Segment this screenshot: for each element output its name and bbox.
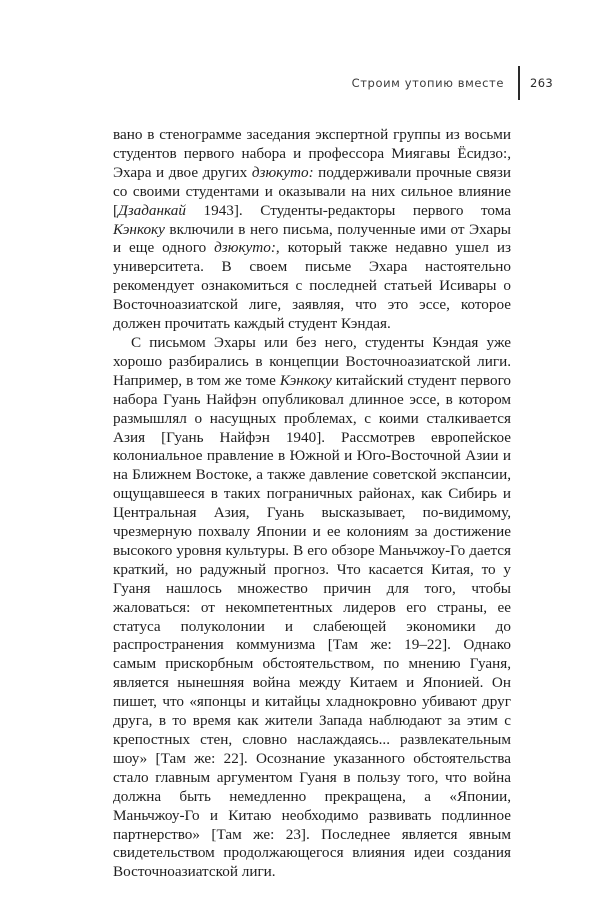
text-segment: 1943]. Студенты-редакторы первого тома (185, 201, 511, 219)
paragraph-1 (113, 126, 511, 334)
text-segment: китайский студент первого набора Гуань Найфэн опубликовал длинное эссе, в котором размышлял о насущных проблемах, с коими сталкивается Азия [Гуань Найфэн 1940]. Рассмотрев европейское колониальное правление в Южной и Юго-Восточной Азии и на Ближнем Востоке, а также давление советской экспансии, ощущавшееся в таких пограничных районах, как Сибирь и Центральная Азия, Гуань высказывает, по-видимому, чрезмерную похвалу Японии и ее колониям за достижение высокого уровня культуры. В его обзоре Маньчжоу-Го дается краткий, но радужный прогноз. Что касается Китая, то у Гуаня нашлось множество причин для того, чтобы жаловаться: от некомпетентных лидеров его страны, ее статуса полуколонии и слабеющей экономики до распространения коммунизма [Там же: 19–22]. Однако самым прискорбным обстоятельством, по мнению Гуаня, является нынешняя война между Китаем и Японией. Он пишет, что «японцы и китайцы хладнокровно убивают друг друга, в то время как жители Запада наблюдают за этим с крепостных стен, словно наслаждаясь... развлекательным шоу» [Там же: 22]. Осознание указанного обстоятельства стало главным аргументом Гуаня в пользу того, что война должна быть немедленно прекращена, а «Японии, Маньчжоу-Го и Китаю необходимо развивать подлинное партнерство» [Там же: 23]. Последнее является явным свидетельством продолжающегося влияния идеи создания Восточноазиатской лиги. (113, 371, 512, 881)
italic-citation: Дзаданкай (118, 201, 186, 219)
text-segment: вано в стенограмме заседания экспертной группы из восьми студентов первого набора и профессора Миягавы Ёсидзо:, Эхара и двое других (113, 126, 511, 181)
italic-term: дзюкуто: (251, 163, 314, 181)
italic-term: дзюкуто: (214, 239, 276, 257)
text-segment: включили в него письма, полученные ими от Эхары и еще одного (113, 220, 511, 257)
running-title: Строим утопию вместе (351, 76, 504, 90)
body-text (113, 126, 511, 882)
page-number: 263 (530, 76, 554, 90)
italic-title: Кэнкоку (279, 371, 332, 389)
italic-title: Кэнкоку (113, 220, 165, 238)
text-segment: поддерживали прочные связи со своими студентами и оказывали на них сильное влияние [ (113, 163, 512, 219)
text-segment: С письмом Эхары или без него, студенты Кэндая уже хорошо разбирались в концепции Восточноазиатской лиги. Например, в том же томе (113, 333, 511, 389)
header-divider (518, 66, 520, 100)
paragraph-2 (113, 334, 511, 882)
text-segment: , который также недавно ушел из университета. В своем письме Эхара настоятельно рекомендует ознакомиться с последней статьей Исивары о Восточноазиатской лиге, заявляя, что это эссе, которое должен прочитать каждый студент Кэндая. (113, 239, 511, 333)
